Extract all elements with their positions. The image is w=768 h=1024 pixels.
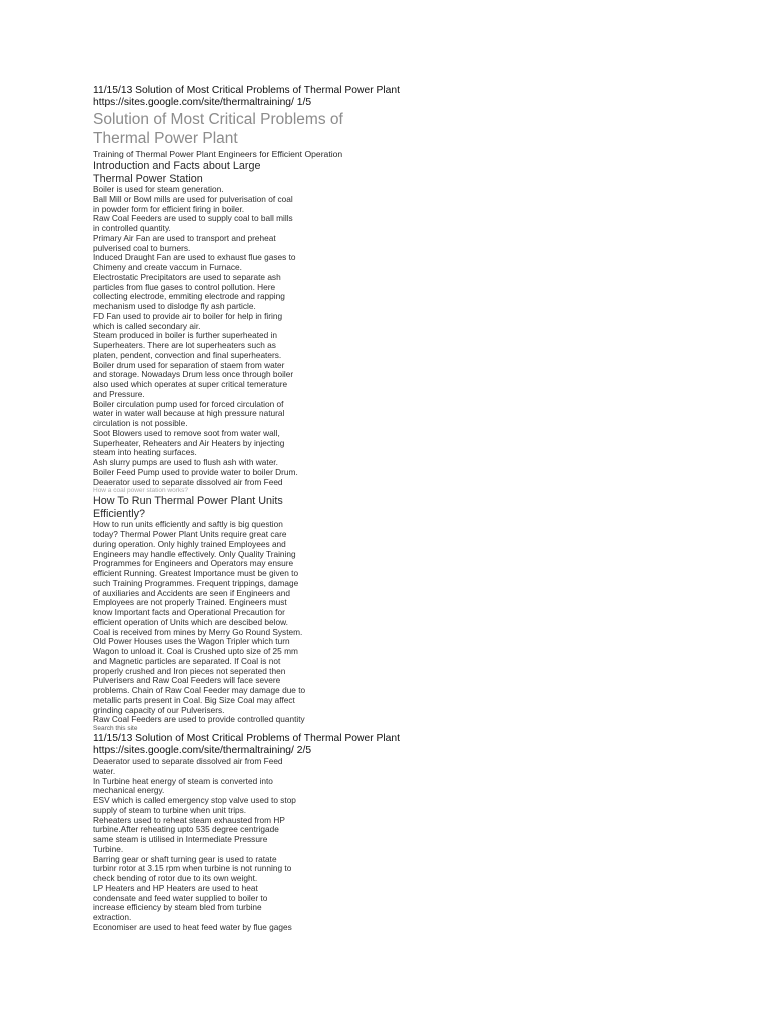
body-text-line: Barring gear or shaft turning gear is used to ratate — [93, 853, 277, 864]
body-text-line: Employees are not properly Trained. Engineers must — [93, 597, 287, 608]
body-text-line: Coal is received from mines by Merry Go Round System. — [93, 626, 303, 637]
body-text-line: collecting electrode, emmiting electrode and rapping — [93, 291, 285, 302]
page-header-1: 11/15/13 Solution of Most Critical Problems of Thermal Power Plant — [93, 85, 400, 96]
body-text-line: water in water wall because at high pressure natural — [93, 408, 285, 419]
run-heading-line: Efficiently? — [93, 507, 146, 520]
body-text-line: Old Power Houses uses the Wagon Tripler which turn — [93, 636, 290, 647]
body-text-line: FD Fan used to provide air to boiler for help in firing — [93, 310, 283, 321]
body-text-line: Chimeny and create vaccum in Furnace. — [93, 262, 242, 272]
figure-caption: How a coal power station works? — [93, 487, 189, 495]
body-text-line: ESV which is called emergency stop valve used to stop — [93, 795, 296, 805]
search-label[interactable]: Search this site — [93, 725, 138, 732]
body-text-line: platen, pendent, convection and final superheaters. — [93, 349, 282, 360]
body-text-line: also used which operates at super critical temerature — [93, 379, 288, 389]
intro-body — [93, 185, 423, 487]
body-text-line: and storage. Nowadays Drum less once through boiler — [93, 369, 294, 380]
body-text-line: metallic parts present in Coal. Big Size Coal may affect — [93, 694, 295, 705]
body-text-line: efficient operation of Units which are descibed below. — [93, 616, 288, 627]
body-text-line: Superheater, Reheaters and Air Heaters by injecting — [93, 437, 285, 448]
page-url-2[interactable]: https://sites.google.com/site/thermaltraining/ 2/5 — [93, 745, 312, 756]
body-text-line: Deaerator used to separate dissolved air from Feed — [93, 476, 283, 487]
body-text-line: Raw Coal Feeders are used to provide controlled quantity — [93, 714, 305, 725]
page2-body — [93, 757, 423, 933]
body-text-line: Pulverisers and Raw Coal Feeders will face severe — [93, 675, 281, 686]
body-text-line: know Important facts and Operational Precaution for — [93, 607, 285, 617]
body-text-line: during operation. Only highly trained Employees and — [93, 538, 286, 549]
body-text-line: Soot Blowers used to remove soot from water wall, — [93, 427, 280, 438]
page-url-1[interactable]: https://sites.google.com/site/thermaltraining/ 1/5 — [93, 97, 312, 108]
body-text-line: Electrostatic Precipitators are used to separate ash — [93, 271, 281, 282]
body-text-line: How to run units efficiently and saftly is big question — [93, 519, 283, 530]
body-text-line: properly crushed and Iron pieces not seperated then — [93, 665, 286, 676]
body-text-line: and Pressure. — [93, 388, 145, 399]
body-text-line: today? Thermal Power Plant Units require great care — [93, 529, 287, 539]
body-text-line: Induced Draught Fan are used to exhaust flue gases to — [93, 252, 296, 263]
page-subtitle: Training of Thermal Power Plant Engineers for Efficient Operation — [93, 149, 343, 159]
intro-heading-line: Introduction and Facts about Large — [93, 160, 261, 172]
body-text-line: same steam is utilised in Intermediate Pressure — [93, 834, 268, 844]
body-text-line: in controlled quantity. — [93, 223, 171, 233]
body-text-line: turbine.After reheating upto 535 degree centrigade — [93, 824, 279, 835]
body-text-line: Ash slurry pumps are used to flush ash with water. — [93, 457, 278, 467]
body-text-line: mechanism used to dislodge fly ash particle. — [93, 301, 256, 311]
body-text-line: particles from flue gases to control pollution. Here — [93, 281, 276, 292]
intro-heading — [93, 160, 423, 185]
body-text-line: Boiler circulation pump used for forced circulation of — [93, 398, 284, 409]
body-text-line: Boiler drum used for separation of staem from water — [93, 359, 285, 370]
body-text-line: Raw Coal Feeders are used to supply coal to ball mills — [93, 213, 293, 224]
body-text-line: such Training Programmes. Frequent trippings, damage — [93, 577, 299, 588]
run-body — [93, 520, 423, 725]
body-text-line: check bending of rotor due to its own weight. — [93, 873, 258, 883]
body-text-line: Boiler Feed Pump used to provide water to boiler Drum. — [93, 466, 298, 477]
page-title-line: Thermal Power Plant — [93, 130, 238, 147]
page-header-2: 11/15/13 Solution of Most Critical Problems of Thermal Power Plant — [93, 733, 400, 744]
body-text-line: Economiser are used to heat feed water by flue gages — [93, 921, 292, 932]
body-text-line: Deaerator used to separate dissolved air from Feed — [93, 756, 283, 766]
body-text-line: efficient Running. Greatest Importance must be given to — [93, 568, 299, 578]
body-text-line: turbinr rotor at 3.15 rpm when turbine is not running to — [93, 863, 292, 874]
body-text-line: of auxiliaries and Accidents are seen if Engineers and — [93, 587, 290, 598]
body-text-line: Boiler is used for steam generation. — [93, 184, 224, 194]
body-text-line: in powder form for efficient firing in boiler. — [93, 203, 245, 214]
intro-heading-line: Thermal Power Station — [93, 172, 203, 185]
body-text-line: extraction. — [93, 912, 132, 922]
body-text-line: mechanical energy. — [93, 785, 165, 796]
body-text-line: condensate and feed water supplied to boiler to — [93, 892, 268, 903]
body-text-line: steam into heating surfaces. — [93, 447, 197, 458]
body-text-line: Turbine. — [93, 843, 124, 854]
body-text-line: Engineers may handle effectively. Only Quality Training — [93, 548, 296, 559]
run-heading — [93, 495, 423, 520]
body-text-line: Superheaters. There are lot superheaters such as — [93, 340, 276, 350]
body-text-line: supply of steam to turbine when unit trips. — [93, 804, 247, 815]
body-text-line: LP Heaters and HP Heaters are used to heat — [93, 882, 258, 893]
body-text-line: problems. Chain of Raw Coal Feeder may damage due to — [93, 685, 306, 695]
body-text-line: pulverised coal to burners. — [93, 242, 191, 253]
body-text-line: increase efficiency by steam bled from turbine — [93, 902, 262, 913]
body-text-line: water. — [93, 765, 116, 776]
body-text-line: grinding capacity of our Pulverisers. — [93, 704, 225, 715]
document-page — [93, 85, 423, 933]
body-text-line: circulation is not possible. — [93, 418, 188, 428]
body-text-line: and Magnetic particles are separated. If Coal is not — [93, 655, 281, 666]
body-text-line: Programmes for Engineers and Operators may ensure — [93, 558, 294, 569]
body-text-line: which is called secondary air. — [93, 320, 201, 331]
body-text-line: Ball Mill or Bowl mills are used for pulverisation of coal — [93, 193, 293, 204]
run-heading-line: How To Run Thermal Power Plant Units — [93, 495, 283, 508]
body-text-line: In Turbine heat energy of steam is converted into — [93, 775, 273, 786]
page-title-line: Solution of Most Critical Problems of — [93, 111, 343, 128]
page-title — [93, 110, 423, 148]
body-text-line: Reheaters used to reheat steam exhausted from HP — [93, 814, 285, 825]
body-text-line: Primary Air Fan are used to transport and preheat — [93, 232, 276, 243]
body-text-line: Wagon to unload it. Coal is Crushed upto size of 25 mm — [93, 646, 298, 656]
body-text-line: Steam produced in boiler is further superheated in — [93, 330, 278, 341]
